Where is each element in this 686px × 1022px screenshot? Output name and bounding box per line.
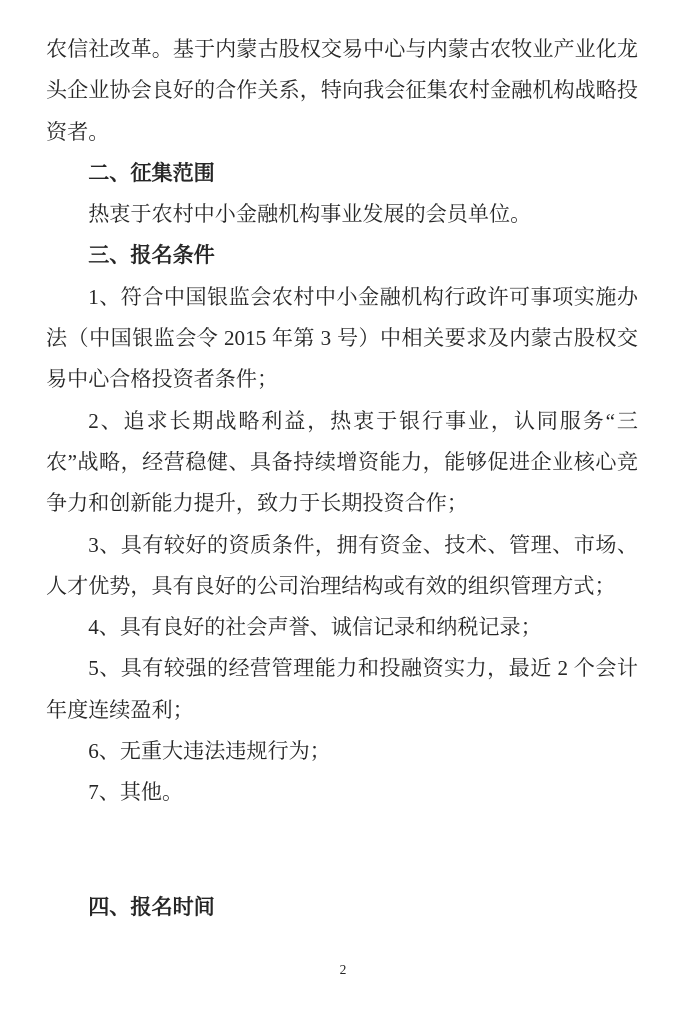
page-footer xyxy=(0,962,686,978)
list-item-7: 7、其他。 xyxy=(88,780,184,805)
paragraph-scope: 热衷于农村中小金融机构事业发展的会员单位。 xyxy=(88,202,532,227)
section-heading-4-time: 四、报名时间 xyxy=(88,894,215,919)
list-item-1: 1、符合中国银监会农村中小金融机构行政许可事项实施办法（中国银监会令 2015 年第 3 号）中相关要求及内蒙古股权交易中心合格投资者条件； xyxy=(46,284,638,392)
list-item-2: 2、追求长期战略利益，热衷于银行事业，认同服务“三农”战略，经营稳健、具备持续增资能力，能够促进企业核心竞争力和创新能力提升，致力于长期投资合作； xyxy=(46,408,638,516)
list-item-4: 4、具有良好的社会声誉、诚信记录和纳税记录； xyxy=(88,615,542,640)
paragraph-continuation: 农信社改革。基于内蒙古股权交易中心与内蒙古农牧业产业化龙头企业协会良好的合作关系，特向我会征集农村金融机构战略投资者。 xyxy=(46,37,638,144)
list-item-6: 6、无重大违法违规行为； xyxy=(88,739,331,764)
blank-lines-spacer xyxy=(46,814,638,887)
list-item-3: 3、具有较好的资质条件，拥有资金、技术、管理、市场、人才优势，具有良好的公司治理结构或有效的组织管理方式； xyxy=(46,532,638,598)
section-heading-2-scope: 二、征集范围 xyxy=(88,160,215,185)
section-heading-3-conditions: 三、报名条件 xyxy=(88,243,215,268)
list-item-5: 5、具有较强的经营管理能力和投融资实力，最近 2 个会计年度连续盈利； xyxy=(46,656,638,722)
page-number: 2 xyxy=(339,962,347,977)
document-body xyxy=(46,29,638,928)
